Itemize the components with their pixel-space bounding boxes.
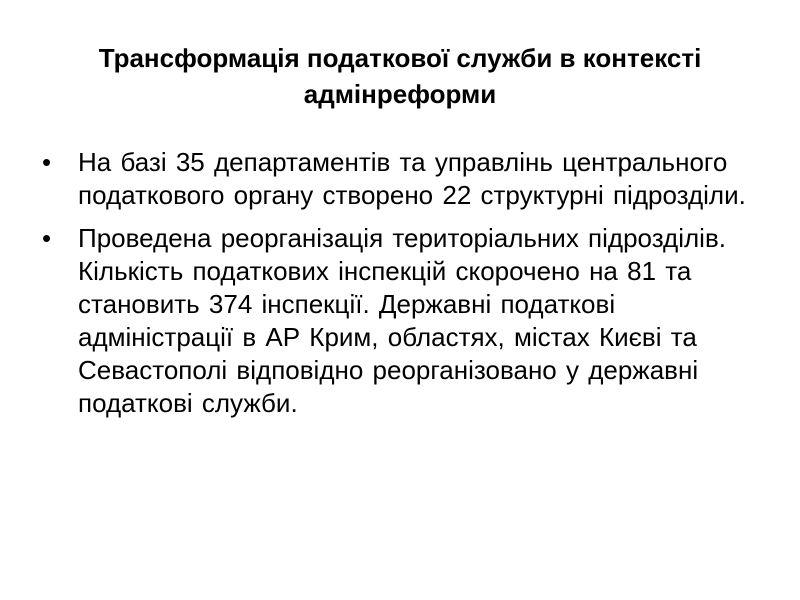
- bullet-text: На базі 35 департаментів та управлінь центрального податкового органу створено 22 структурні підрозділи.: [78, 147, 746, 210]
- bullet-item: [38, 146, 758, 212]
- bullet-dot-icon: •: [42, 223, 52, 253]
- bullet-list: [38, 146, 758, 430]
- bullet-item: [38, 222, 758, 420]
- slide-title: Трансформація податкової служби в контексті адмінреформи: [98, 43, 702, 109]
- bullet-text: Проведена реорганізація територіальних підрозділів. Кількість податкових інспекцій скорочено на 81 та становить 374 інспекції. Державні податкові адміністрації в АР Крим, областях, містах Києві та Севастополі відповідно реорганізовано у державні податкові служби.: [78, 223, 726, 418]
- bullet-dot-icon: •: [42, 147, 52, 177]
